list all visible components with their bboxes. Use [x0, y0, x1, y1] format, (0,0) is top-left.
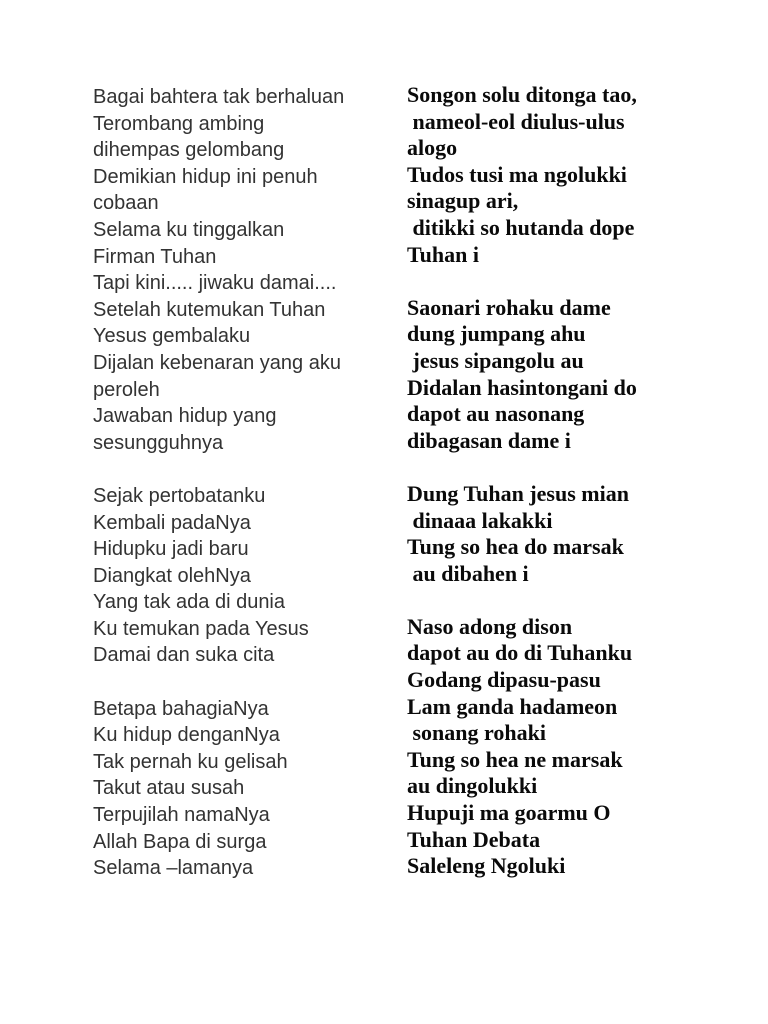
stanza: [93, 483, 344, 669]
lyric-line: Hidupku jadi baru: [93, 538, 249, 561]
lyric-line: Diangkat olehNya: [93, 564, 251, 587]
lyrics-column-indonesian: [93, 84, 344, 882]
lyric-line: Damai dan suka cita: [93, 644, 275, 667]
lyric-line: Ku hidup denganNya: [93, 724, 280, 747]
lyric-line: Terpujilah namaNya: [93, 804, 270, 827]
lyric-line: Selama –lamanya: [93, 857, 254, 880]
lyric-line: Tuhan i: [407, 241, 479, 267]
lyric-line: cobaan: [93, 192, 159, 215]
lyric-line: Dung Tuhan jesus mian: [407, 480, 629, 506]
lyric-line: Takut atau susah: [93, 777, 245, 800]
lyric-line: Demikian hidup ini penuh: [93, 165, 318, 188]
lyric-line: Tung so hea do marsak: [407, 534, 624, 560]
lyric-line: Allah Bapa di surga: [93, 830, 267, 853]
stanza: [93, 84, 344, 456]
lyric-line: Jawaban hidup yang: [93, 405, 277, 428]
lyric-line: Songon solu ditonga tao,: [407, 82, 637, 107]
lyric-line: Bagai bahtera tak berhaluan: [93, 86, 345, 108]
lyric-line: peroleh: [93, 378, 160, 401]
stanza: [407, 295, 637, 455]
lyric-line: Terombang ambing: [93, 112, 265, 135]
lyric-line: au dibahen i: [407, 560, 529, 586]
lyric-line: Ku temukan pada Yesus: [93, 617, 309, 640]
lyric-line: Didalan hasintongani do: [407, 374, 637, 400]
lyric-line: jesus sipangolu au: [407, 347, 584, 373]
lyric-line: Selama ku tinggalkan: [93, 218, 285, 241]
lyric-line: Tak pernah ku gelisah: [93, 750, 288, 773]
lyric-line: dapot au do di Tuhanku: [407, 640, 633, 666]
lyric-line: sesungguhnya: [93, 431, 224, 454]
lyric-line: Tuhan Debata: [407, 826, 541, 852]
lyric-line: dibagasan dame i: [407, 427, 571, 453]
lyrics-column-batak: [407, 82, 637, 880]
lyric-line: Sejak pertobatanku: [93, 484, 266, 507]
lyric-line: nameol-eol diulus-ulus: [407, 108, 625, 134]
lyric-line: Naso adong dison: [407, 613, 573, 639]
lyric-line: Kembali padaNya: [93, 511, 251, 534]
lyric-line: alogo: [407, 135, 458, 161]
lyric-line: dapot au nasonang: [407, 401, 585, 427]
lyric-line: Tapi kini..... jiwaku damai....: [93, 272, 337, 295]
lyric-line: ditikki so hutanda dope: [407, 214, 635, 240]
lyric-line: Saonari rohaku dame: [407, 294, 611, 320]
lyric-line: Godang dipasu-pasu: [407, 667, 601, 693]
lyric-line: Yesus gembalaku: [93, 325, 251, 348]
stanza: [407, 614, 637, 880]
lyric-line: au dingolukki: [407, 773, 538, 799]
lyric-line: Tudos tusi ma ngolukki: [407, 161, 627, 187]
stanza: [93, 696, 344, 882]
lyric-line: sonang rohaki: [407, 720, 546, 746]
lyric-line: Tung so hea ne marsak: [407, 746, 623, 772]
lyric-line: Firman Tuhan: [93, 245, 217, 268]
lyric-line: Saleleng Ngoluki: [407, 853, 566, 879]
lyric-line: Hupuji ma goarmu O: [407, 800, 611, 826]
stanza: [407, 481, 637, 587]
lyric-line: Lam ganda hadameon: [407, 693, 618, 719]
lyric-line: Setelah kutemukan Tuhan: [93, 298, 326, 321]
lyric-line: dung jumpang ahu: [407, 321, 586, 347]
lyric-line: dihempas gelombang: [93, 139, 285, 162]
lyric-line: Yang tak ada di dunia: [93, 591, 286, 614]
lyric-line: Dijalan kebenaran yang aku: [93, 351, 341, 374]
stanza: [407, 82, 637, 268]
lyric-line: sinagup ari,: [407, 188, 519, 214]
lyric-line: dinaaa lakakki: [407, 507, 553, 533]
lyric-line: Betapa bahagiaNya: [93, 697, 269, 720]
